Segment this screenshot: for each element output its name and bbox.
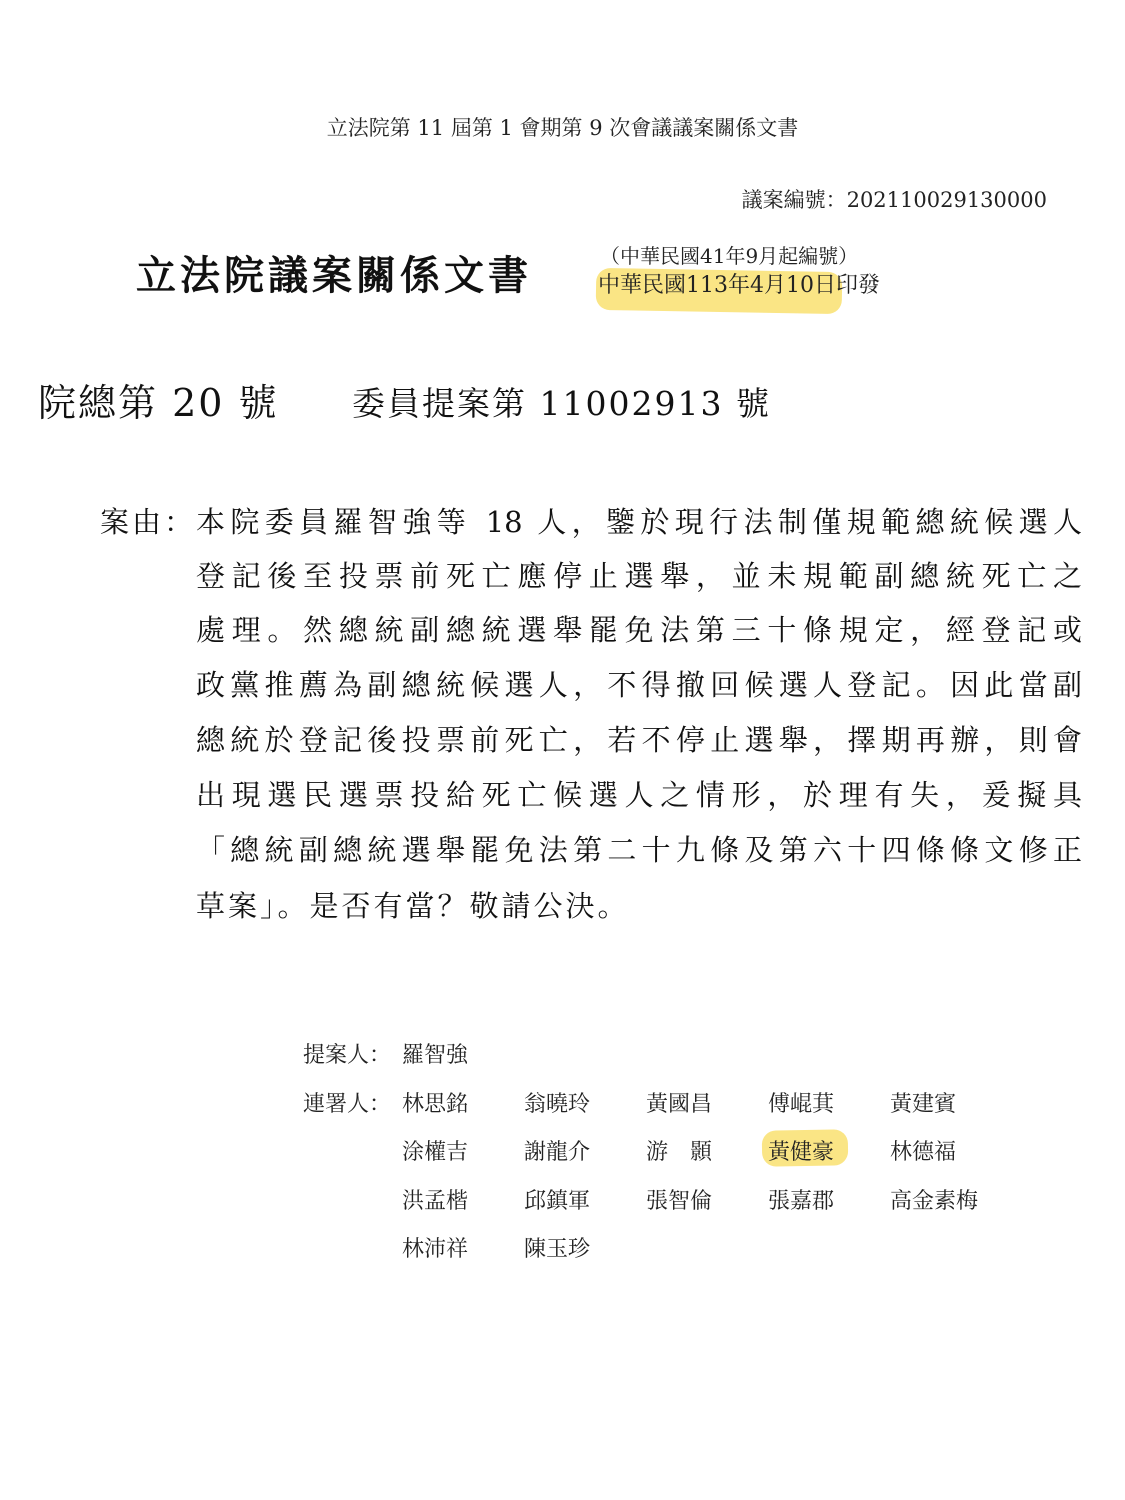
cosigner-name: 林德福 (890, 1140, 957, 1165)
reason-line: 草案」。是否有當？敬請公決。 (196, 889, 630, 923)
reason-line: 總統於登記後投票前死亡，若不停止選舉，擇期再辦，則會 (196, 723, 1082, 757)
cosigner-row (0, 1184, 1125, 1214)
reason-line: 出現選民選票投給死亡候選人之情形，於理有失，爰擬具 (196, 778, 1082, 812)
cosigner-label: 連署人： (303, 1092, 392, 1117)
cosigner-name: 翁曉玲 (524, 1092, 591, 1117)
document-title: 立法院議案關係文書 (136, 252, 532, 299)
cosigner-name: 黃建賓 (890, 1092, 957, 1117)
reason-line: 「總統副總統選舉罷免法第二十九條及第六十四條條文修正 (196, 833, 1082, 867)
proposer-name: 羅智強 (402, 1043, 469, 1068)
cosigner-name: 張嘉郡 (768, 1189, 835, 1214)
cosigner-row (0, 1232, 1125, 1262)
cosigner-row (0, 1087, 1125, 1117)
reason-line: 政黨推薦為副總統候選人，不得撤回候選人登記。因此當副 (196, 668, 1082, 702)
numbering-note: （中華民國41年9月起編號） (600, 244, 859, 268)
cosigner-name: 林沛祥 (402, 1237, 469, 1262)
cosigner-name: 林思銘 (402, 1092, 469, 1117)
session-header: 立法院第 11 屆第 1 會期第 9 次會議議案關係文書 (326, 116, 799, 140)
reason-line: 處理。然總統副總統選舉罷免法第三十條規定，經登記或 (196, 613, 1082, 647)
cosigner-name: 謝龍介 (524, 1140, 591, 1165)
proposer-row (0, 1038, 1125, 1068)
cosigner-name: 張智倫 (646, 1189, 713, 1214)
print-date: 中華民國113年4月10日印發 (598, 273, 880, 298)
cosigner-name: 陳玉珍 (524, 1237, 591, 1262)
cosigner-name: 游 顥 (646, 1140, 713, 1165)
proposer-label: 提案人： (303, 1043, 392, 1068)
yuan-zong-number: 院總第 20 號 (38, 381, 279, 425)
cosigner-name: 黃國昌 (646, 1092, 713, 1117)
cosigner-row (0, 1135, 1125, 1165)
bill-number: 議案編號：202110029130000 (741, 188, 1047, 212)
reason-line: 登記後至投票前死亡應停止選舉，並未規範副總統死亡之 (196, 559, 1082, 593)
cosigner-name: 高金素梅 (890, 1189, 979, 1214)
cosigner-name: 邱鎮軍 (524, 1189, 591, 1214)
cosigner-name: 涂權吉 (402, 1140, 469, 1165)
reason-label: 案由： (100, 505, 197, 539)
cosigner-name-highlighted: 黃健豪 (768, 1140, 835, 1165)
cosigner-name: 洪孟楷 (402, 1189, 469, 1214)
proposal-number: 委員提案第 11002913 號 (352, 384, 771, 423)
reason-line: 本院委員羅智強等 18 人，鑒於現行法制僅規範總統候選人 (196, 505, 1082, 539)
cosigner-name: 傅崐萁 (768, 1092, 835, 1117)
